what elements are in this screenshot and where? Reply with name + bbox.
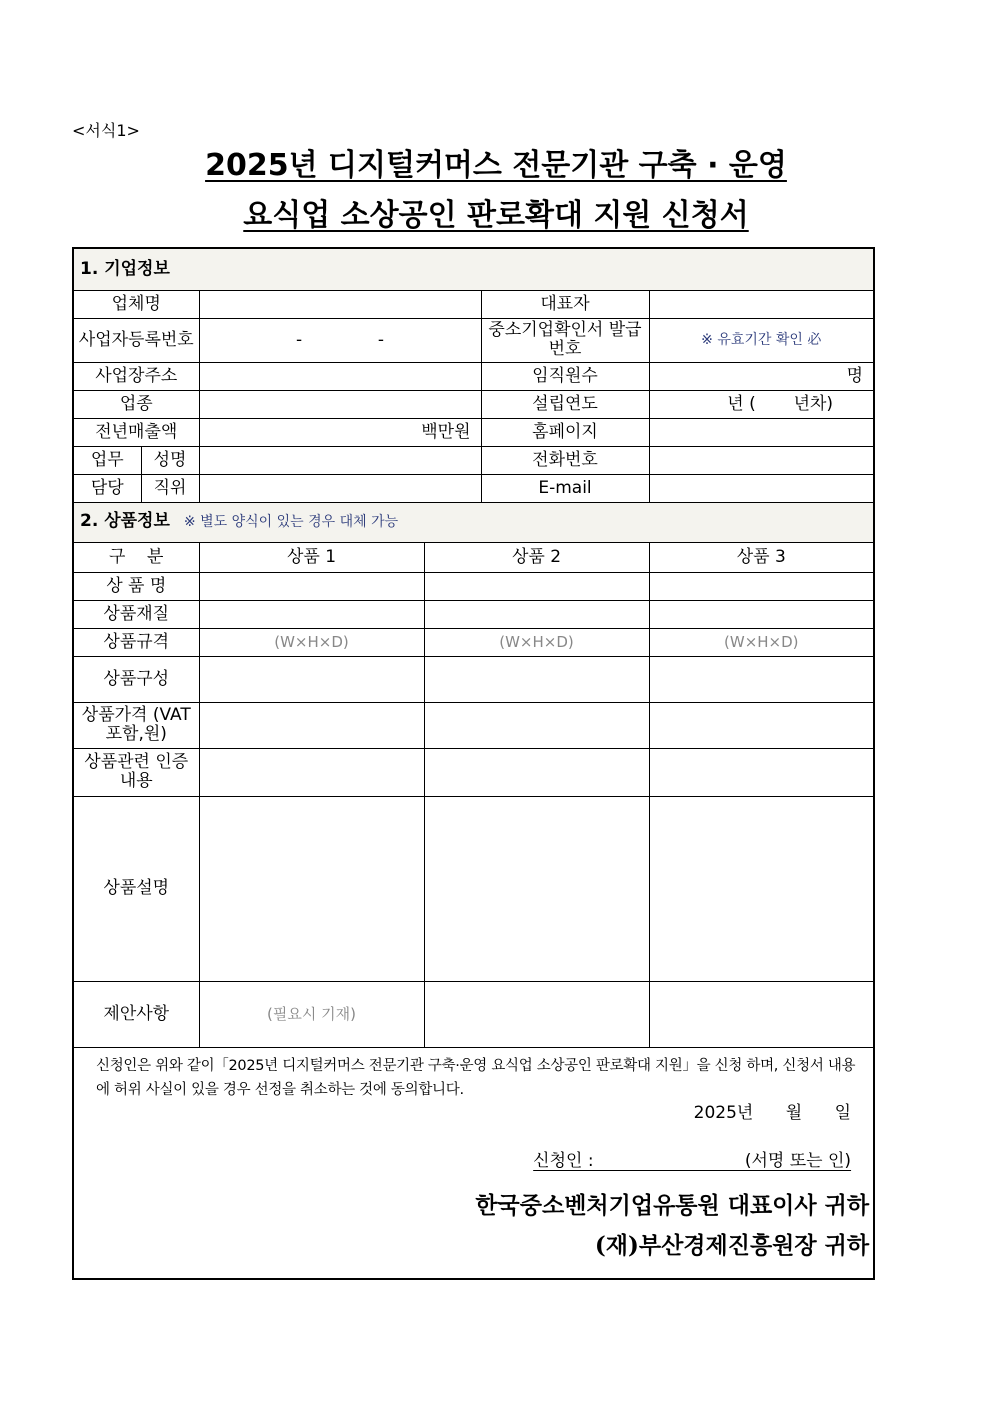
product-1-cert[interactable] [199, 748, 424, 796]
product-2-desc[interactable] [424, 796, 649, 981]
company-name-field[interactable] [199, 290, 481, 318]
manager-position-field[interactable] [199, 474, 481, 502]
employees-label: 임직원수 [481, 362, 649, 390]
product-2-material[interactable] [424, 600, 649, 628]
recipient-1: 한국중소벤처기업유통원 대표이사 귀하 [475, 1191, 870, 1219]
email-field[interactable] [649, 474, 874, 502]
manager-label-top: 업무 [73, 446, 141, 474]
section-product-note: ※ 별도 양식이 있는 경우 대체 가능 [183, 514, 399, 530]
product-3-composition[interactable] [649, 656, 874, 702]
product-col-1: 상품 1 [199, 542, 424, 572]
product-1-spec[interactable]: (W×H×D) [199, 628, 424, 656]
product-3-material[interactable] [649, 600, 874, 628]
product-2-spec[interactable]: (W×H×D) [424, 628, 649, 656]
ceo-label: 대표자 [481, 290, 649, 318]
product-header-label: 구 분 [73, 542, 199, 572]
founded-field[interactable]: 년 ( 년차) [649, 390, 874, 418]
title-line-2: 요식업 소상공인 판로확대 지원 신청서 [243, 198, 749, 233]
declaration-date[interactable]: 2025년 월 일 [693, 1102, 852, 1123]
product-3-proposal[interactable] [649, 981, 874, 1047]
section-company-info: 1. 기업정보 [73, 248, 874, 290]
product-1-desc[interactable] [199, 796, 424, 981]
product-col-3: 상품 3 [649, 542, 874, 572]
revenue-field[interactable]: 백만원 [199, 418, 481, 446]
address-label: 사업장주소 [73, 362, 199, 390]
product-1-proposal[interactable]: (필요시 기재) [199, 981, 424, 1047]
homepage-field[interactable] [649, 418, 874, 446]
declaration-section [73, 1047, 874, 1279]
product-cert-label: 상품관련 인증내용 [73, 748, 199, 796]
application-form-table [72, 247, 875, 1280]
product-3-desc[interactable] [649, 796, 874, 981]
ceo-field[interactable] [649, 290, 874, 318]
sme-cert-label: 중소기업확인서 발급번호 [481, 318, 649, 362]
title-line-1: 2025년 디지털커머스 전문기관 구축 · 운영 [205, 148, 787, 183]
industry-field[interactable] [199, 390, 481, 418]
proposal-label: 제안사항 [73, 981, 199, 1047]
founded-label: 설립연도 [481, 390, 649, 418]
product-1-name[interactable] [199, 572, 424, 600]
recipient-2: (재)부산경제진흥원장 귀하 [594, 1231, 870, 1259]
sme-cert-field[interactable]: ※ 유효기간 확인 必 [649, 318, 874, 362]
declaration-text: 신청인은 위와 같이「2025년 디지털커머스 전문기관 구축·운영 요식업 소상공인 판로확대 지원」을 신청 하며, 신청서 내용에 허위 사실이 있을 경우 선정을 취소하는 것에 동의합니다. [96, 1057, 856, 1098]
product-composition-label: 상품구성 [73, 656, 199, 702]
phone-label: 전화번호 [481, 446, 649, 474]
product-1-composition[interactable] [199, 656, 424, 702]
manager-name-label: 성명 [141, 446, 199, 474]
product-material-label: 상품재질 [73, 600, 199, 628]
homepage-label: 홈페이지 [481, 418, 649, 446]
product-name-label: 상 품 명 [73, 572, 199, 600]
product-3-cert[interactable] [649, 748, 874, 796]
product-desc-label: 상품설명 [73, 796, 199, 981]
product-2-cert[interactable] [424, 748, 649, 796]
product-3-price[interactable] [649, 702, 874, 748]
revenue-label: 전년매출액 [73, 418, 199, 446]
form-number-label: <서식1> [72, 121, 140, 140]
product-2-proposal[interactable] [424, 981, 649, 1047]
product-col-2: 상품 2 [424, 542, 649, 572]
product-2-price[interactable] [424, 702, 649, 748]
product-1-price[interactable] [199, 702, 424, 748]
product-3-spec[interactable]: (W×H×D) [649, 628, 874, 656]
biz-no-label: 사업자등록번호 [73, 318, 199, 362]
product-spec-label: 상품규격 [73, 628, 199, 656]
section-product-info: 2. 상품정보 ※ 별도 양식이 있는 경우 대체 가능 [73, 502, 874, 542]
manager-label-bottom: 담당 [73, 474, 141, 502]
manager-position-label: 직위 [141, 474, 199, 502]
company-name-label: 업체명 [73, 290, 199, 318]
industry-label: 업종 [73, 390, 199, 418]
address-field[interactable] [199, 362, 481, 390]
phone-field[interactable] [649, 446, 874, 474]
employees-field[interactable]: 명 [649, 362, 874, 390]
email-label: E-mail [481, 474, 649, 502]
product-2-name[interactable] [424, 572, 649, 600]
product-2-composition[interactable] [424, 656, 649, 702]
manager-name-field[interactable] [199, 446, 481, 474]
biz-no-field[interactable]: - - [199, 318, 481, 362]
product-3-name[interactable] [649, 572, 874, 600]
product-price-label: 상품가격 (VAT포함,원) [73, 702, 199, 748]
applicant-signature[interactable]: 신청인 : (서명 또는 인) [533, 1150, 852, 1171]
product-1-material[interactable] [199, 600, 424, 628]
